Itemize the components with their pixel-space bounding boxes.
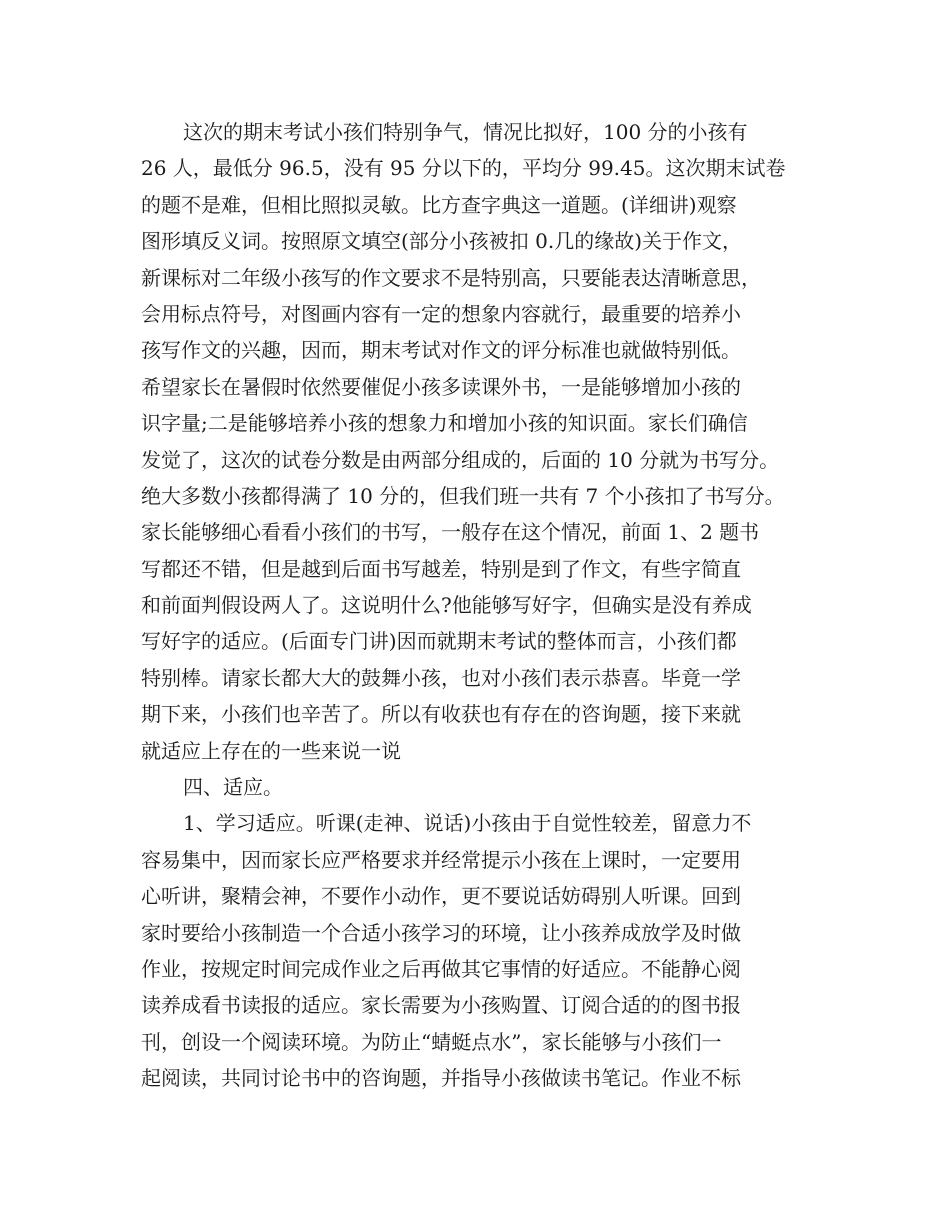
text-line: 家长能够细心看看小孩们的书写，一般存在这个情况，前面 1、2 题书 bbox=[141, 520, 760, 545]
text-line: 绝大多数小孩都得满了 10 分的，但我们班一共有 7 个小孩扣了书写分。 bbox=[141, 483, 785, 508]
text-line: 孩写作文的兴趣，因而，期末考试对作文的评分标准也就做特别低。 bbox=[141, 338, 741, 363]
text-line: 家时要给小孩制造一个合适小孩学习的环境，让小孩养成放学及时做 bbox=[141, 920, 741, 945]
text-line: 希望家长在暑假时依然要催促小孩多读课外书，一是能够增加小孩的 bbox=[141, 374, 741, 399]
text-line: 读养成看书读报的适应。家长需要为小孩购置、订阅合适的的图书报 bbox=[141, 993, 741, 1018]
text-line: 作业，按规定时间完成作业之后再做其它事情的好适应。不能静心阅 bbox=[141, 956, 741, 981]
text-line: 图形填反义词。按照原文填空(部分小孩被扣 0.几的缘故)关于作文， bbox=[141, 229, 743, 254]
text-line: 写都还不错，但是越到后面书写越差，特别是到了作文，有些字简直 bbox=[141, 556, 741, 581]
text-line: 的题不是难，但相比照拟灵敏。比方查字典这一道题。(详细讲)观察 bbox=[141, 192, 737, 217]
text-line: 就适应上存在的一些来说一说 bbox=[141, 738, 401, 763]
text-line: 和前面判假设两人了。这说明什么?他能够写好字，但确实是没有养成 bbox=[141, 593, 752, 618]
text-line: 发觉了，这次的试卷分数是由两部分组成的，后面的 10 分就为书写分。 bbox=[141, 447, 780, 472]
text-line: 1、学习适应。听课(走神、说话)小孩由于自觉性较差，留意力不 bbox=[183, 811, 752, 836]
text-line: 期下来，小孩们也辛苦了。所以有收获也有存在的咨询题，接下来就 bbox=[141, 702, 741, 727]
text-line: 心听讲，聚精会神，不要作小动作，更不要说话妨碍别人听课。回到 bbox=[141, 884, 741, 909]
text-line: 新课标对二年级小孩写的作文要求不是特别高，只要能表达清晰意思， bbox=[141, 265, 761, 290]
text-line: 容易集中，因而家长应严格要求并经常提示小孩在上课时，一定要用 bbox=[141, 847, 741, 872]
text-line: 写好字的适应。(后面专门讲)因而就期末考试的整体而言，小孩们都 bbox=[141, 629, 737, 654]
text-line: 特别棒。请家长都大大的鼓舞小孩，也对小孩们表示恭喜。毕竟一学 bbox=[141, 665, 741, 690]
text-line: 会用标点符号，对图画内容有一定的想象内容就行，最重要的培养小 bbox=[141, 301, 741, 326]
section-heading: 四、适应。 bbox=[183, 775, 283, 800]
text-line: 这次的期末考试小孩们特别争气，情况比拟好，100 分的小孩有 bbox=[183, 120, 748, 144]
body-text bbox=[141, 114, 809, 1097]
text-line: 26 人，最低分 96.5，没有 95 分以下的，平均分 99.45。这次期末试卷 bbox=[141, 156, 786, 181]
text-line: 起阅读，共同讨论书中的咨询题，并指导小孩做读书笔记。作业不标 bbox=[141, 1066, 741, 1091]
text-line: 刊，创设一个阅读环境。为防止“蜻蜓点水”，家长能够与小孩们一 bbox=[141, 1029, 722, 1054]
text-line: 识字量;二是能够培养小孩的想象力和增加小孩的知识面。家长们确信 bbox=[141, 411, 748, 436]
